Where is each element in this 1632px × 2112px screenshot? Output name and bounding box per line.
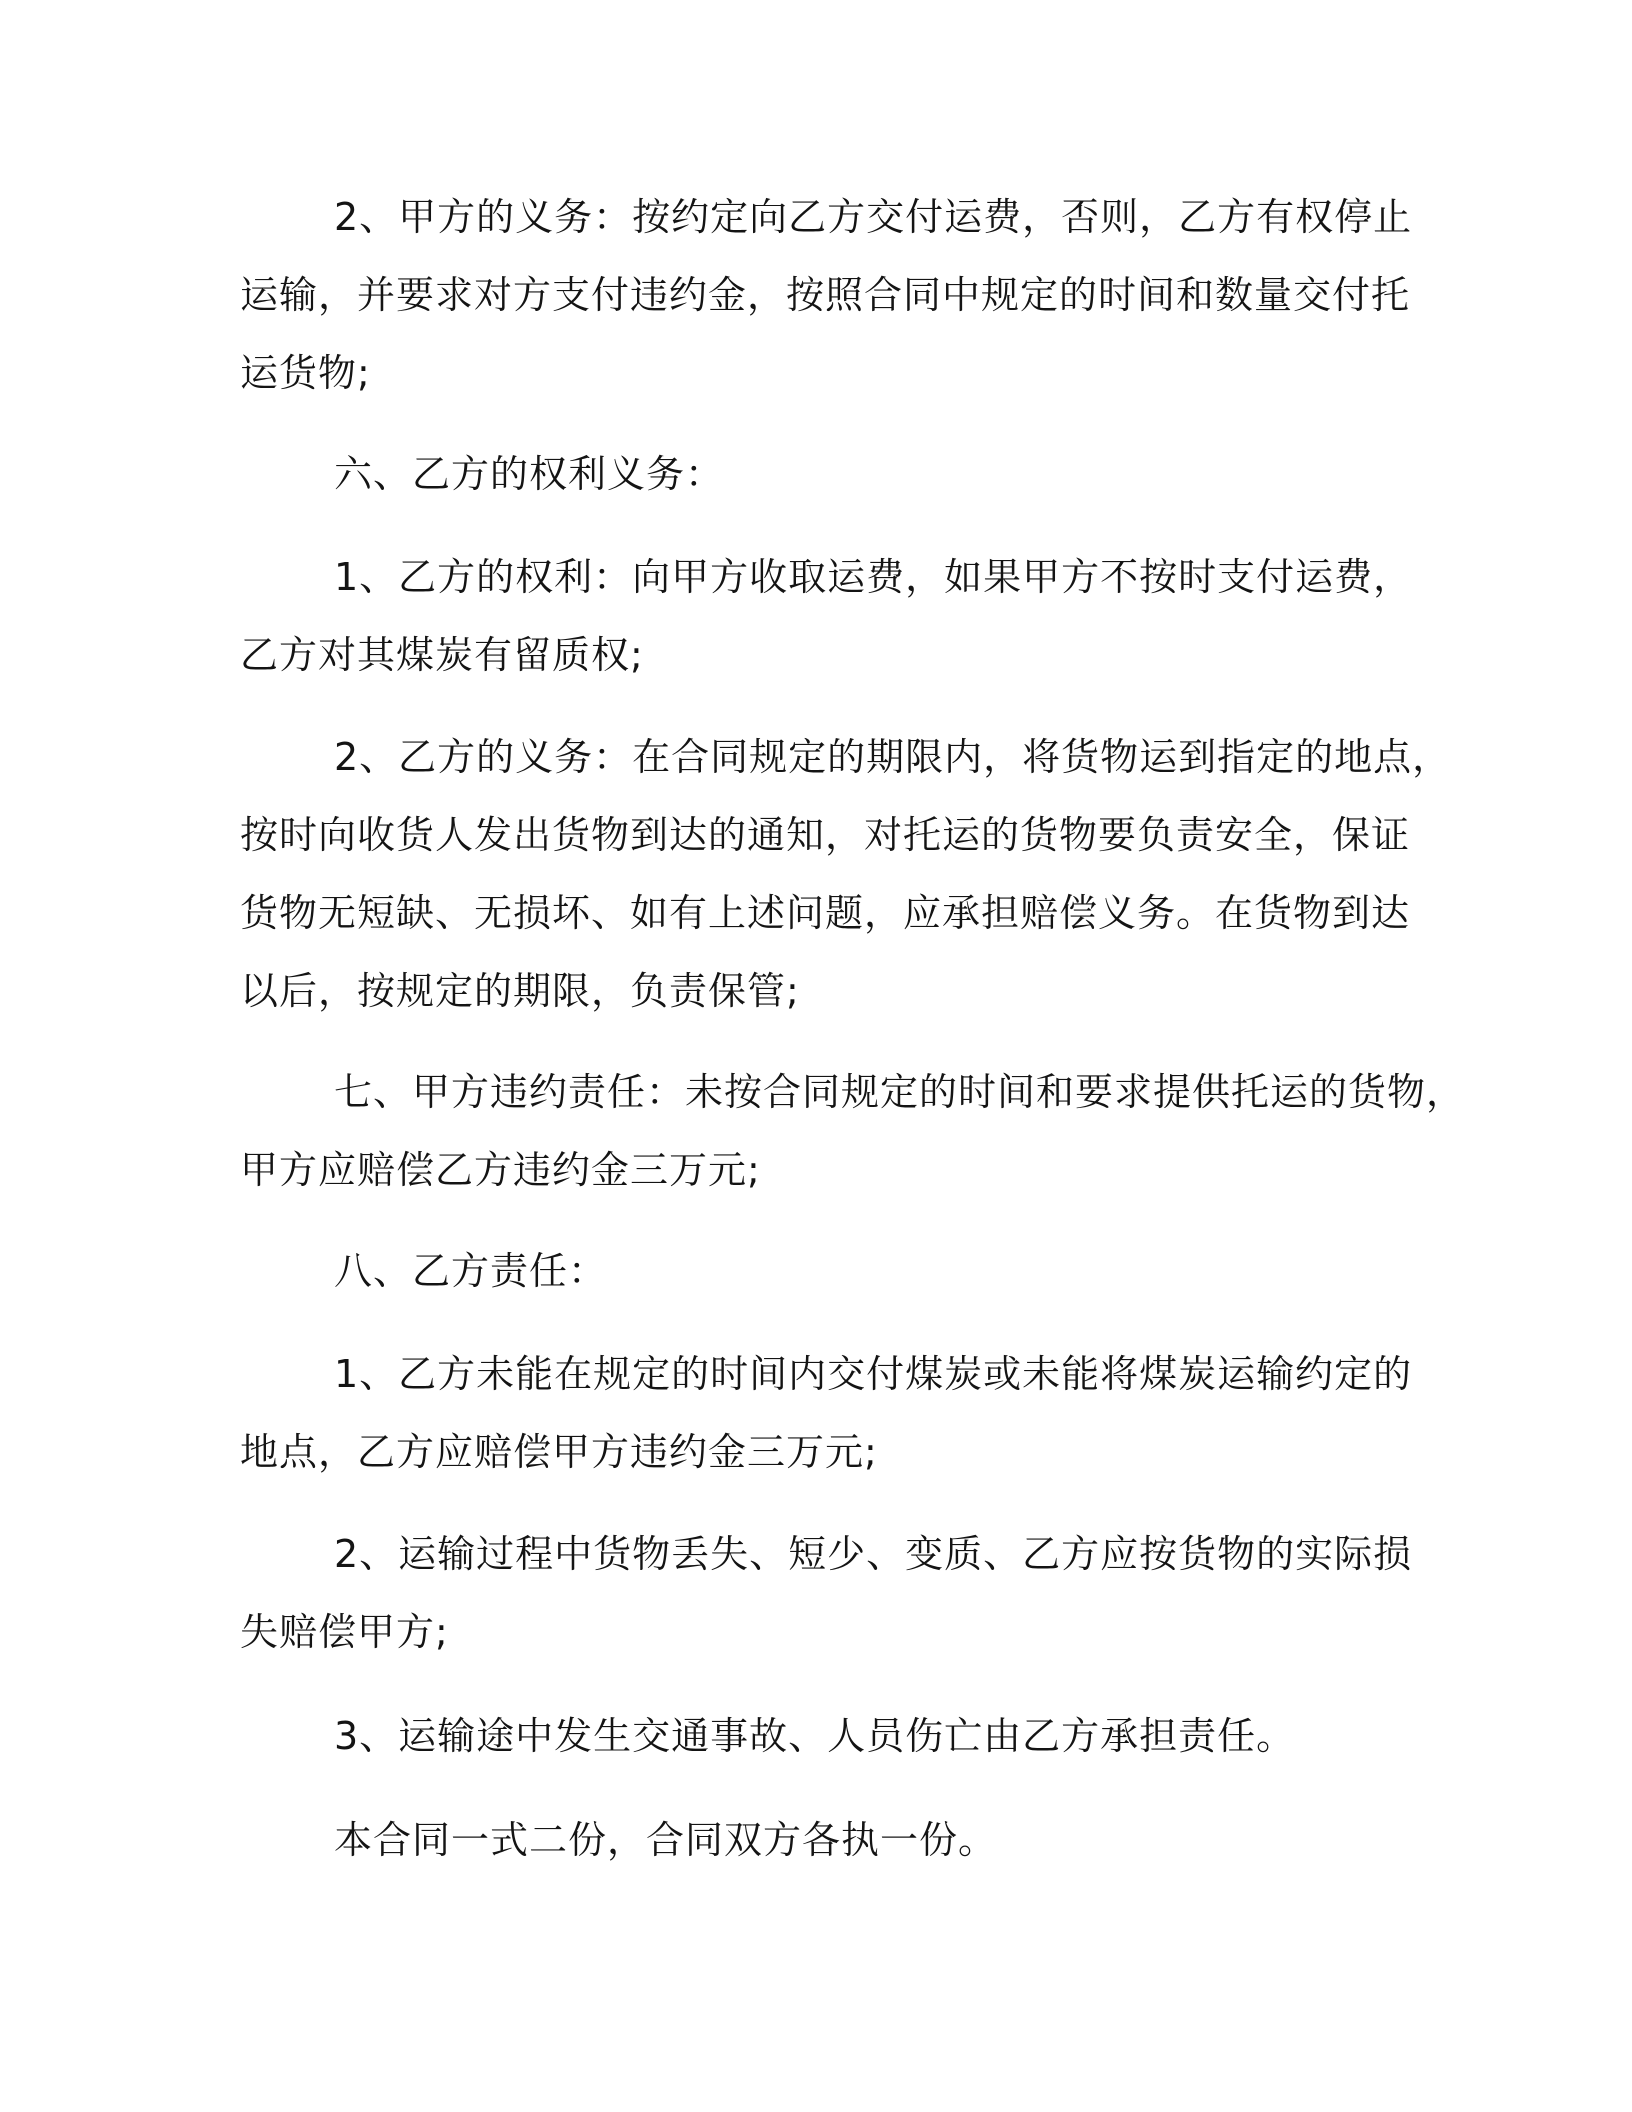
paragraph-party-b-liability-3	[240, 1697, 1410, 1775]
heading-party-b-liability	[240, 1232, 1410, 1310]
text-line: 2、甲方的义务：按约定向乙方交付运费，否则，乙方有权停止	[334, 195, 1413, 239]
text-line: 运货物;	[240, 351, 371, 395]
text-line: 失赔偿甲方;	[240, 1610, 449, 1654]
paragraph-party-b-liability-1	[240, 1335, 1413, 1491]
paragraph-party-b-rights	[240, 538, 1413, 694]
text-line: 货物无短缺、无损坏、如有上述问题，应承担赔偿义务。在货物到达	[240, 891, 1411, 935]
text-line: 六、乙方的权利义务：	[334, 452, 725, 496]
text-line: 乙方对其煤炭有留质权;	[240, 633, 644, 677]
text-line: 2、乙方的义务：在合同规定的期限内，将货物运到指定的地点，	[334, 735, 1452, 779]
text-line: 以后，按规定的期限，负责保管;	[240, 969, 800, 1013]
text-line: 2、运输过程中货物丢失、短少、变质、乙方应按货物的实际损	[334, 1532, 1413, 1576]
text-line: 1、乙方的权利：向甲方收取运费，如果甲方不按时支付运费，	[334, 555, 1413, 599]
text-line: 七、甲方违约责任：未按合同规定的时间和要求提供托运的货物，	[334, 1070, 1466, 1114]
text-line: 1、乙方未能在规定的时间内交付煤炭或未能将煤炭运输约定的	[334, 1352, 1413, 1396]
heading-party-b-rights-obligations	[240, 435, 1410, 513]
paragraph-party-a-breach-liability	[240, 1053, 1466, 1209]
text-line: 本合同一式二份，合同双方各执一份。	[334, 1818, 998, 1862]
paragraph-party-b-obligations	[240, 718, 1452, 1030]
text-line: 八、乙方责任：	[334, 1249, 608, 1293]
text-line: 按时向收货人发出货物到达的通知，对托运的货物要负责安全，保证	[240, 813, 1411, 857]
paragraph-party-a-obligations	[240, 178, 1413, 412]
text-line: 运输，并要求对方支付违约金，按照合同中规定的时间和数量交付托	[240, 273, 1411, 317]
paragraph-party-b-liability-2	[240, 1515, 1413, 1671]
text-line: 3、运输途中发生交通事故、人员伤亡由乙方承担责任。	[334, 1714, 1296, 1758]
text-line: 甲方应赔偿乙方违约金三万元;	[240, 1148, 761, 1192]
paragraph-copies-clause	[240, 1801, 1410, 1879]
text-line: 地点，乙方应赔偿甲方违约金三万元;	[240, 1430, 878, 1474]
